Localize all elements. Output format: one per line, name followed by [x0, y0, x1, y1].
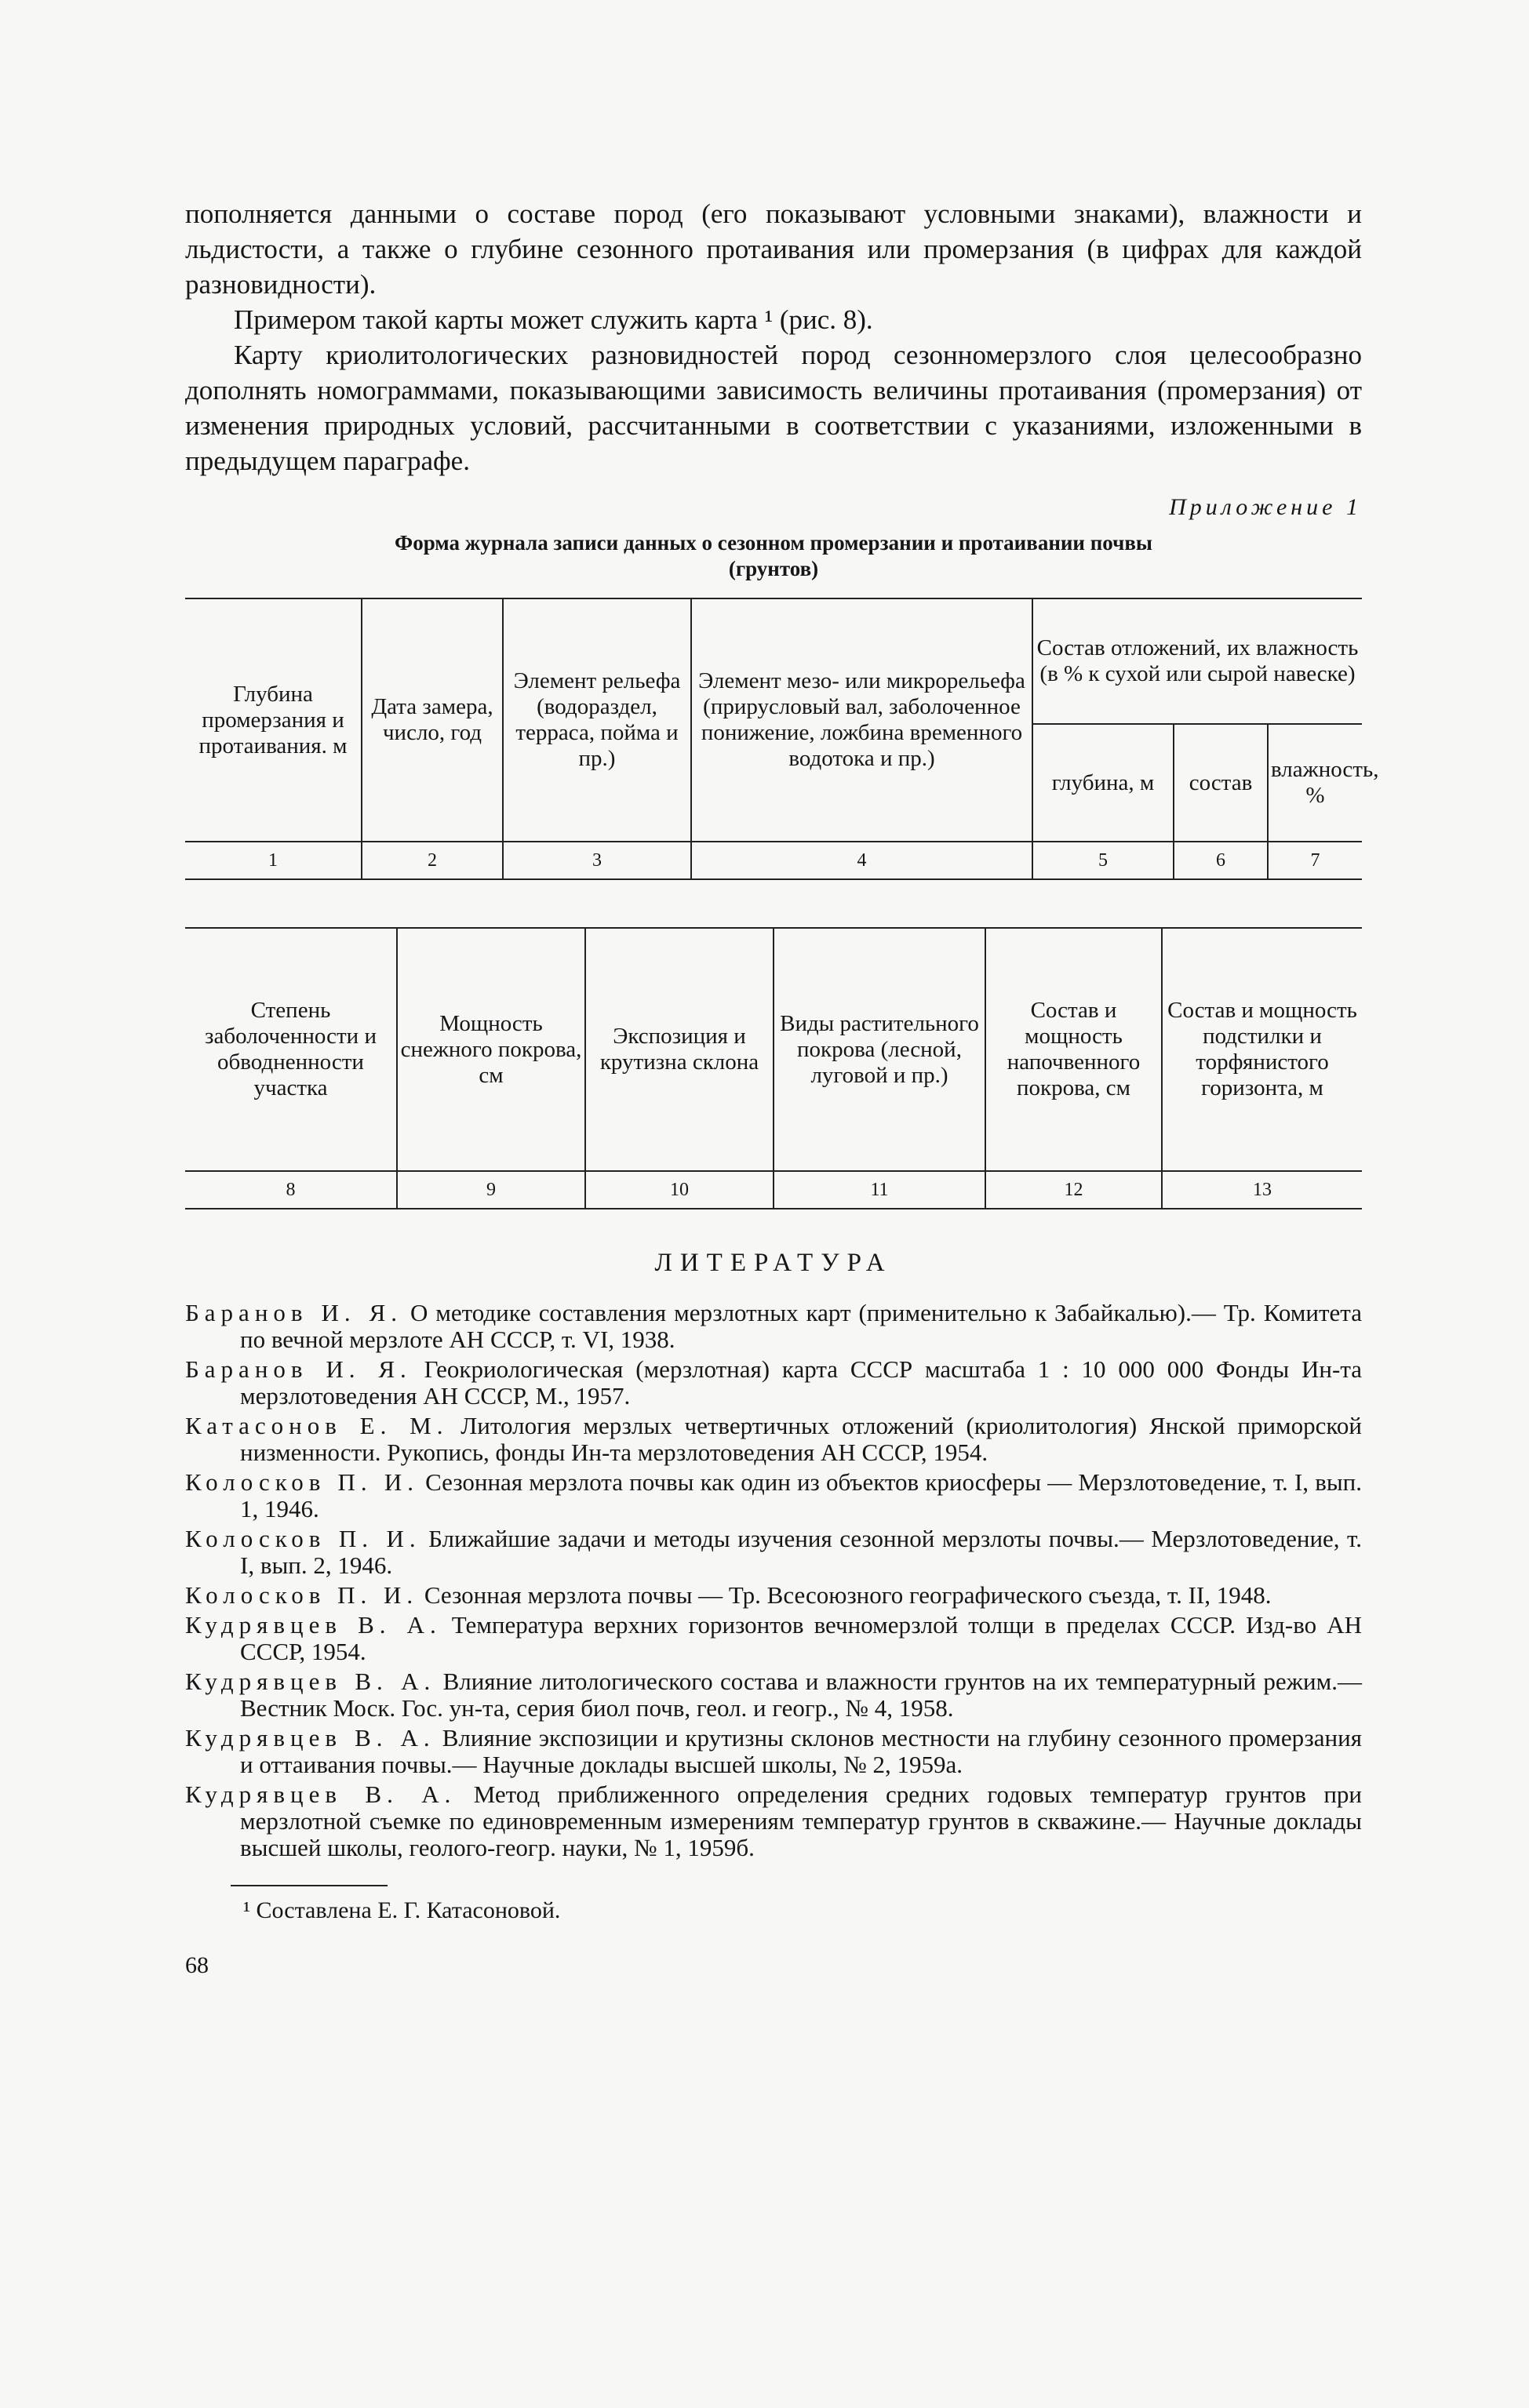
- journal-table-2: [185, 927, 1362, 1209]
- col-header-snow-cover: Мощность снежного покрова, см: [397, 928, 585, 1171]
- column-number: 3: [503, 842, 691, 879]
- col-header-exposure: Экспозиция и крутизна склона: [585, 928, 774, 1171]
- reference-item: [185, 1668, 1362, 1722]
- column-number: 1: [185, 842, 362, 879]
- reference-item: [185, 1612, 1362, 1665]
- col-header-litter-peat: Состав и мощность подстилки и торфянистого горизонта, м: [1162, 928, 1362, 1171]
- col-header-ground-cover: Состав и мощность напочвенного покрова, см: [985, 928, 1162, 1171]
- page-number: 68: [185, 1952, 209, 1978]
- reference-author: Кудрявцев В. А.: [185, 1781, 457, 1808]
- column-number: 12: [985, 1171, 1162, 1209]
- column-number: 4: [691, 842, 1032, 879]
- footnote: ¹ Составлена Е. Г. Катасоновой.: [243, 1897, 561, 1923]
- col-header-vegetation: Виды растительного покрова (лесной, луговой и пр.): [774, 928, 985, 1171]
- form-title: [185, 530, 1362, 582]
- document-page: [185, 196, 1379, 1979]
- reference-author: Катасонов Е. М.: [185, 1412, 449, 1439]
- column-number: 7: [1268, 842, 1362, 879]
- reference-item: [185, 1413, 1362, 1466]
- reference-item: [185, 1300, 1362, 1353]
- reference-author: Колосков П. И.: [185, 1468, 419, 1496]
- reference-item: [185, 1725, 1362, 1778]
- column-number: 2: [362, 842, 503, 879]
- column-number: 9: [397, 1171, 585, 1209]
- column-number: 8: [185, 1171, 397, 1209]
- form-title-line2: (грунтов): [728, 557, 819, 580]
- reference-text: Влияние экспозиции и крутизны склонов местности на глубину сезонного промерзания и оттаивания почвы.— Научные доклады высшей школы, № 2, 1959а.: [240, 1724, 1362, 1778]
- col-header-depth: Глубина промерзания и протаивания. м: [185, 598, 362, 842]
- col-header-date: Дата замера, число, год: [362, 598, 503, 842]
- reference-text: Сезонная мерзлота почвы как один из объектов криосферы — Мерзлотоведение, т. I, вып. 1, 1946.: [240, 1468, 1363, 1522]
- subheader-moisture: влажность, %: [1268, 724, 1362, 842]
- reference-author: Кудрявцев В. А.: [185, 1668, 436, 1695]
- reference-author: Баранов И. Я.: [185, 1299, 402, 1326]
- column-number: 13: [1162, 1171, 1362, 1209]
- subheader-depth: глубина, м: [1032, 724, 1174, 842]
- form-title-line1: Форма журнала записи данных о сезонном промерзании и протаивании почвы: [395, 531, 1152, 555]
- reference-author: Колосков П. И.: [185, 1525, 421, 1552]
- paragraph-3: Карту криолитологических разновидностей пород сезонномерзлого слоя целесообразно дополнять номограммами, показывающими зависимость величины протаивания (промерзания) от изменения природных условий, рассчитанными в соответствии с указаниями, изложенными в предыдущем параграфе.: [185, 340, 1362, 476]
- reference-item: [185, 1469, 1362, 1522]
- subheader-composition: состав: [1174, 724, 1268, 842]
- intro-text: [185, 196, 1362, 478]
- paragraph-1: пополняется данными о составе пород (его показывают условными знаками), влажности и льдистости, а также о глубине сезонного протаивания или промерзания (в цифрах для каждой разновидности).: [185, 198, 1362, 300]
- col-header-deposits-group: Состав отложений, их влажность (в % к сухой или сырой навеске): [1032, 598, 1362, 724]
- column-number: 6: [1174, 842, 1268, 879]
- reference-author: Кудрявцев В. А.: [185, 1724, 435, 1751]
- appendix-label: Приложение 1: [1169, 494, 1362, 520]
- reference-list: [185, 1300, 1362, 1861]
- col-header-relief: Элемент рельефа (водораздел, терраса, пойма и пр.): [503, 598, 691, 842]
- reference-text: Геокриологическая (мерзлотная) карта СССР масштаба 1 : 10 000 000 Фонды Ин-та мерзлотоведения АН СССР, М., 1957.: [240, 1355, 1362, 1410]
- reference-text: Температура верхних горизонтов вечномерзлой толщи в пределах СССР. Изд-во АН СССР, 1954.: [240, 1611, 1362, 1665]
- reference-text: О методике составления мерзлотных карт (применительно к Забайкалью).— Тр. Комитета по вечной мерзлоте АН СССР, т. VI, 1938.: [240, 1299, 1362, 1353]
- reference-text: Метод приближенного определения средних годовых температур грунтов при мерзлотной съемке по единовременным измерениям температур грунтов в скважине.— Научные доклады высшей школы, геолого-геогр. науки, № 1, 1959б.: [240, 1781, 1362, 1861]
- reference-author: Колосков П. И.: [185, 1581, 419, 1609]
- column-number: 11: [774, 1171, 985, 1209]
- literature-heading: ЛИТЕРАТУРА: [654, 1249, 893, 1277]
- column-number: 5: [1032, 842, 1174, 879]
- reference-item: [185, 1356, 1362, 1410]
- reference-author: Баранов И. Я.: [185, 1355, 412, 1383]
- reference-author: Кудрявцев В. А.: [185, 1611, 442, 1639]
- reference-item: [185, 1526, 1362, 1579]
- journal-table-1: [185, 598, 1379, 880]
- reference-item: [185, 1781, 1362, 1861]
- col-header-swampiness: Степень заболоченности и обводненности участка: [185, 928, 397, 1171]
- reference-text: Сезонная мерзлота почвы — Тр. Всесоюзного географического съезда, т. II, 1948.: [424, 1581, 1272, 1609]
- reference-text: Ближайшие задачи и методы изучения сезонной мерзлоты почвы.— Мерзлотоведение, т. I, вып. 2, 1946.: [240, 1525, 1362, 1579]
- reference-text: Влияние литологического состава и влажности грунтов на их температурный режим.— Вестник Моск. Гос. ун-та, серия биол почв, геол. и геогр., № 4, 1958.: [240, 1668, 1362, 1722]
- reference-item: [185, 1582, 1362, 1609]
- table-gap: [185, 880, 1362, 927]
- reference-text: Литология мерзлых четвертичных отложений (криолитология) Янской приморской низменности. Рукопись, фонды Ин-та мерзлотоведения АН СССР, 1954.: [240, 1412, 1363, 1466]
- footnote-divider: [231, 1885, 388, 1886]
- paragraph-2: Примером такой карты может служить карта ¹ (рис. 8).: [234, 304, 873, 335]
- column-number: 10: [585, 1171, 774, 1209]
- col-header-microrelief: Элемент мезо- или микрорельефа (прирусловый вал, заболоченное понижение, ложбина временного водотока и пр.): [691, 598, 1032, 842]
